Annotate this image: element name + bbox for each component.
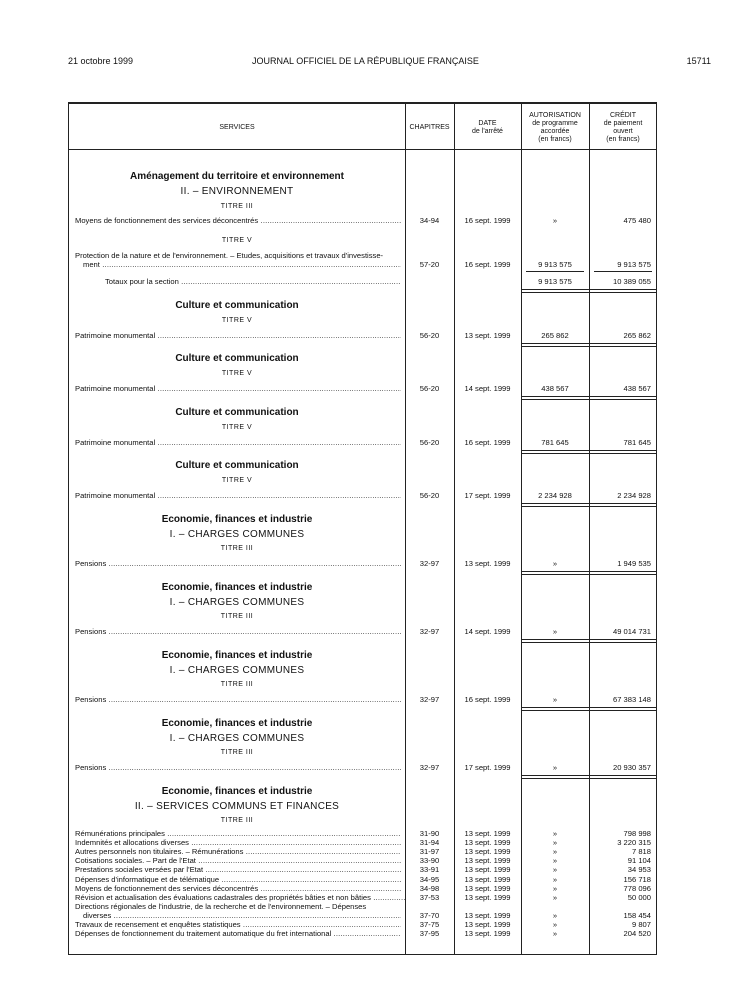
row-autorisation: » — [552, 929, 558, 939]
row-credit: 1 949 535 — [617, 559, 651, 568]
row-chapitre: 37-53 — [419, 892, 440, 902]
row-date: 13 sept. 1999 — [464, 559, 511, 568]
section-title: Economie, finances et industrie — [161, 514, 313, 525]
row-credit: 204 520 — [623, 929, 651, 939]
row-label: Cotisations sociales. – Part de l'Etat ..... — [75, 856, 401, 865]
row-label: Indemnités et allocations diverses ..... — [75, 838, 401, 847]
row-autorisation: » — [552, 838, 558, 848]
row-chapitre: 32-97 — [419, 627, 440, 636]
row-label: Dépenses d'informatique et de télématique ..... — [75, 875, 401, 884]
row-autorisation: » — [552, 847, 558, 857]
row-date: 17 sept. 1999 — [464, 491, 511, 500]
row-label: Patrimoine monumental ..... — [75, 384, 401, 393]
row-date: 16 sept. 1999 — [464, 695, 511, 704]
row-label: Autres personnels non titulaires. – Rémunérations ..... — [75, 847, 401, 856]
section-subtitle: II. – ENVIRONNEMENT — [180, 186, 294, 197]
titre-label: TITRE V — [221, 317, 253, 324]
row-chapitre: 31-90 — [419, 829, 440, 838]
row-date: 16 sept. 1999 — [464, 438, 511, 447]
row-autorisation: » — [552, 763, 558, 772]
row-chapitre: 31-94 — [419, 838, 440, 848]
section-end-rule — [521, 289, 657, 293]
section-end-rule — [521, 571, 657, 575]
titre-label: TITRE III — [220, 817, 254, 824]
section-title: Economie, finances et industrie — [161, 650, 313, 661]
row-autorisation: » — [552, 695, 558, 704]
row-autorisation: » — [552, 559, 558, 568]
row-date: 13 sept. 1999 — [464, 331, 511, 340]
col-header-services: SERVICES — [219, 124, 255, 131]
row-label-line1: Protection de la nature et de l'environnement. – Etudes, acquisitions et travaux d'investisse- — [75, 251, 384, 260]
row-credit: 9 807 — [631, 920, 651, 929]
row-date: 13 sept. 1999 — [464, 847, 511, 857]
row-chapitre: 32-97 — [419, 763, 440, 772]
row-label: diverses ..... — [83, 911, 401, 920]
col-header-credit — [589, 112, 657, 144]
row-credit: 3 220 315 — [617, 838, 651, 848]
section-title: Economie, finances et industrie — [161, 786, 313, 797]
row-label: Patrimoine monumental ..... — [75, 491, 401, 500]
section-title: Economie, finances et industrie — [161, 582, 313, 593]
col-header-autorisation-l4: (en francs) — [538, 136, 572, 143]
row-label: Pensions ..... — [75, 695, 401, 704]
titre-label: TITRE V — [221, 237, 253, 244]
total-autorisation: 9 913 575 — [538, 277, 572, 286]
row-credit: 50 000 — [627, 892, 651, 902]
header-rule — [69, 149, 656, 150]
row-date: 17 sept. 1999 — [464, 763, 511, 772]
row-date: 13 sept. 1999 — [464, 883, 511, 893]
row-date: 13 sept. 1999 — [464, 892, 511, 902]
row-credit: 67 383 148 — [612, 695, 651, 704]
row-credit: 7 818 — [631, 847, 651, 857]
section-subtitle: I. – CHARGES COMMUNES — [169, 665, 305, 676]
col-header-credit-l3: ouvert — [613, 128, 633, 135]
row-date: 13 sept. 1999 — [464, 838, 511, 848]
row-label: Moyens de fonctionnement des services déconcentrés ..... — [75, 884, 401, 893]
row-date: 13 sept. 1999 — [464, 920, 511, 929]
page-number: 15711 — [686, 56, 711, 66]
row-chapitre: 34-98 — [419, 883, 440, 893]
subtotal-rule — [594, 271, 652, 272]
row-credit: 778 096 — [623, 883, 651, 893]
row-date: 16 sept. 1999 — [464, 216, 511, 225]
section-title: Economie, finances et industrie — [161, 718, 313, 729]
row-chapitre: 56-20 — [419, 384, 440, 393]
row-date: 13 sept. 1999 — [464, 929, 511, 939]
row-credit: 34 953 — [627, 865, 651, 875]
row-chapitre: 33-91 — [419, 865, 440, 875]
titre-label: TITRE III — [220, 749, 254, 756]
col-header-date-l1: DATE — [478, 120, 497, 127]
row-autorisation: » — [552, 910, 558, 920]
section-end-rule — [521, 450, 657, 454]
row-autorisation: » — [552, 892, 558, 902]
titre-label: TITRE III — [220, 203, 254, 210]
row-credit: 156 718 — [623, 874, 651, 884]
row-autorisation: » — [552, 216, 558, 225]
titre-label: TITRE V — [221, 424, 253, 431]
row-label: Prestations sociales versées par l'Etat ..... — [75, 865, 401, 874]
section-subtitle: I. – CHARGES COMMUNES — [169, 529, 305, 540]
titre-label: TITRE III — [220, 681, 254, 688]
row-chapitre: 56-20 — [419, 331, 440, 340]
col-header-credit-l1: CRÉDIT — [609, 112, 637, 119]
row-autorisation: » — [552, 874, 558, 884]
row-label: Dépenses de fonctionnement du traitement automatique du fret international ..... — [75, 929, 401, 938]
row-label-line1: Directions régionales de l'industrie, de la recherche et de l'environnement. – Dépenses — [75, 901, 367, 911]
row-chapitre: 31-97 — [419, 847, 440, 857]
row-label: Rémunérations principales ..... — [75, 829, 401, 838]
subtotal-rule — [526, 271, 584, 272]
section-end-rule — [521, 707, 657, 711]
column-rule — [589, 104, 590, 954]
row-date: 13 sept. 1999 — [464, 829, 511, 838]
row-credit: 158 454 — [623, 910, 651, 920]
titre-label: TITRE V — [221, 370, 253, 377]
section-subtitle: I. – CHARGES COMMUNES — [169, 733, 305, 744]
row-credit: 91 104 — [627, 856, 651, 866]
col-header-date-l2: de l'arrêté — [472, 128, 503, 135]
section-end-rule — [521, 503, 657, 507]
row-autorisation: » — [552, 920, 558, 929]
total-label: Totaux pour la section ..... — [105, 277, 401, 286]
row-chapitre: 37-75 — [419, 920, 440, 929]
row-autorisation: 265 862 — [541, 331, 569, 340]
section-subtitle: I. – CHARGES COMMUNES — [169, 597, 305, 608]
col-header-chapitres: CHAPITRES — [409, 124, 450, 131]
row-credit: 265 862 — [623, 331, 651, 340]
row-chapitre: 56-20 — [419, 438, 440, 447]
row-date: 13 sept. 1999 — [464, 910, 511, 920]
row-date: 14 sept. 1999 — [464, 384, 511, 393]
section-end-rule — [521, 396, 657, 400]
row-credit: 49 014 731 — [612, 627, 651, 636]
row-date: 13 sept. 1999 — [464, 865, 511, 875]
col-header-credit-l2: de paiement — [603, 120, 643, 127]
col-header-autorisation-l3: accordée — [540, 128, 570, 135]
col-header-autorisation-l2: de programme — [532, 120, 578, 127]
section-title: Culture et communication — [175, 460, 299, 471]
row-credit: 9 913 575 — [617, 260, 651, 269]
row-credit: 20 930 357 — [612, 763, 651, 772]
row-chapitre: 34-94 — [419, 216, 440, 225]
row-credit: 438 567 — [623, 384, 651, 393]
row-chapitre: 56-20 — [419, 491, 440, 500]
row-date: 14 sept. 1999 — [464, 627, 511, 636]
row-chapitre: 34-95 — [419, 874, 440, 884]
row-autorisation: » — [552, 856, 558, 866]
section-end-rule — [521, 775, 657, 779]
row-chapitre: 32-97 — [419, 559, 440, 568]
column-rule — [454, 104, 455, 954]
row-label: Moyens de fonctionnement des services déconcentrés ..... — [75, 216, 401, 225]
row-date: 13 sept. 1999 — [464, 856, 511, 866]
row-label: Patrimoine monumental ..... — [75, 331, 401, 340]
titre-label: TITRE III — [220, 545, 254, 552]
row-credit: 2 234 928 — [617, 491, 651, 500]
row-chapitre: 32-97 — [419, 695, 440, 704]
row-label: Pensions ..... — [75, 763, 401, 772]
row-label: Pensions ..... — [75, 559, 401, 568]
row-chapitre: 33-90 — [419, 856, 440, 866]
header-date: 21 octobre 1999 — [68, 56, 134, 66]
col-header-autorisation-l1: AUTORISATION — [529, 112, 581, 119]
col-header-autorisation — [521, 112, 589, 144]
row-date: 13 sept. 1999 — [464, 874, 511, 884]
total-credit: 10 389 055 — [612, 277, 651, 286]
row-autorisation: » — [552, 865, 558, 875]
section-title: Aménagement du territoire et environnement — [130, 171, 344, 182]
col-header-credit-l4: (en francs) — [606, 136, 640, 143]
row-label: Révision et actualisation des évaluations cadastrales des propriétés bâties et non bâties ..... — [75, 893, 405, 902]
titre-label: TITRE III — [220, 613, 254, 620]
row-autorisation: 438 567 — [541, 384, 569, 393]
row-credit: 475 480 — [623, 216, 651, 225]
section-title: Culture et communication — [175, 300, 299, 311]
row-autorisation: 781 645 — [541, 438, 569, 447]
row-chapitre: 57-20 — [419, 260, 440, 269]
row-label: Patrimoine monumental ..... — [75, 438, 401, 447]
col-header-date — [454, 120, 521, 136]
column-rule — [521, 104, 522, 954]
header-title: JOURNAL OFFICIEL DE LA RÉPUBLIQUE FRANÇAISE — [252, 56, 479, 66]
section-end-rule — [521, 639, 657, 643]
row-label: Travaux de recensement et enquêtes statistiques ..... — [75, 920, 401, 929]
titre-label: TITRE V — [221, 477, 253, 484]
section-subtitle: II. – SERVICES COMMUNS ET FINANCES — [134, 801, 340, 812]
row-autorisation: » — [552, 627, 558, 636]
row-credit: 798 998 — [623, 829, 651, 838]
row-label: Pensions ..... — [75, 627, 401, 636]
row-autorisation: 9 913 575 — [538, 260, 572, 269]
row-chapitre: 37-95 — [419, 929, 440, 939]
section-end-rule — [521, 343, 657, 347]
row-date: 16 sept. 1999 — [464, 260, 511, 269]
section-title: Culture et communication — [175, 353, 299, 364]
column-rule — [405, 104, 406, 954]
credits-table — [68, 102, 657, 955]
row-autorisation: » — [552, 883, 558, 893]
row-label: ment ..... — [83, 260, 401, 269]
row-autorisation: » — [552, 829, 558, 838]
section-title: Culture et communication — [175, 407, 299, 418]
row-credit: 781 645 — [623, 438, 651, 447]
row-chapitre: 37-70 — [419, 910, 440, 920]
row-autorisation: 2 234 928 — [538, 491, 572, 500]
